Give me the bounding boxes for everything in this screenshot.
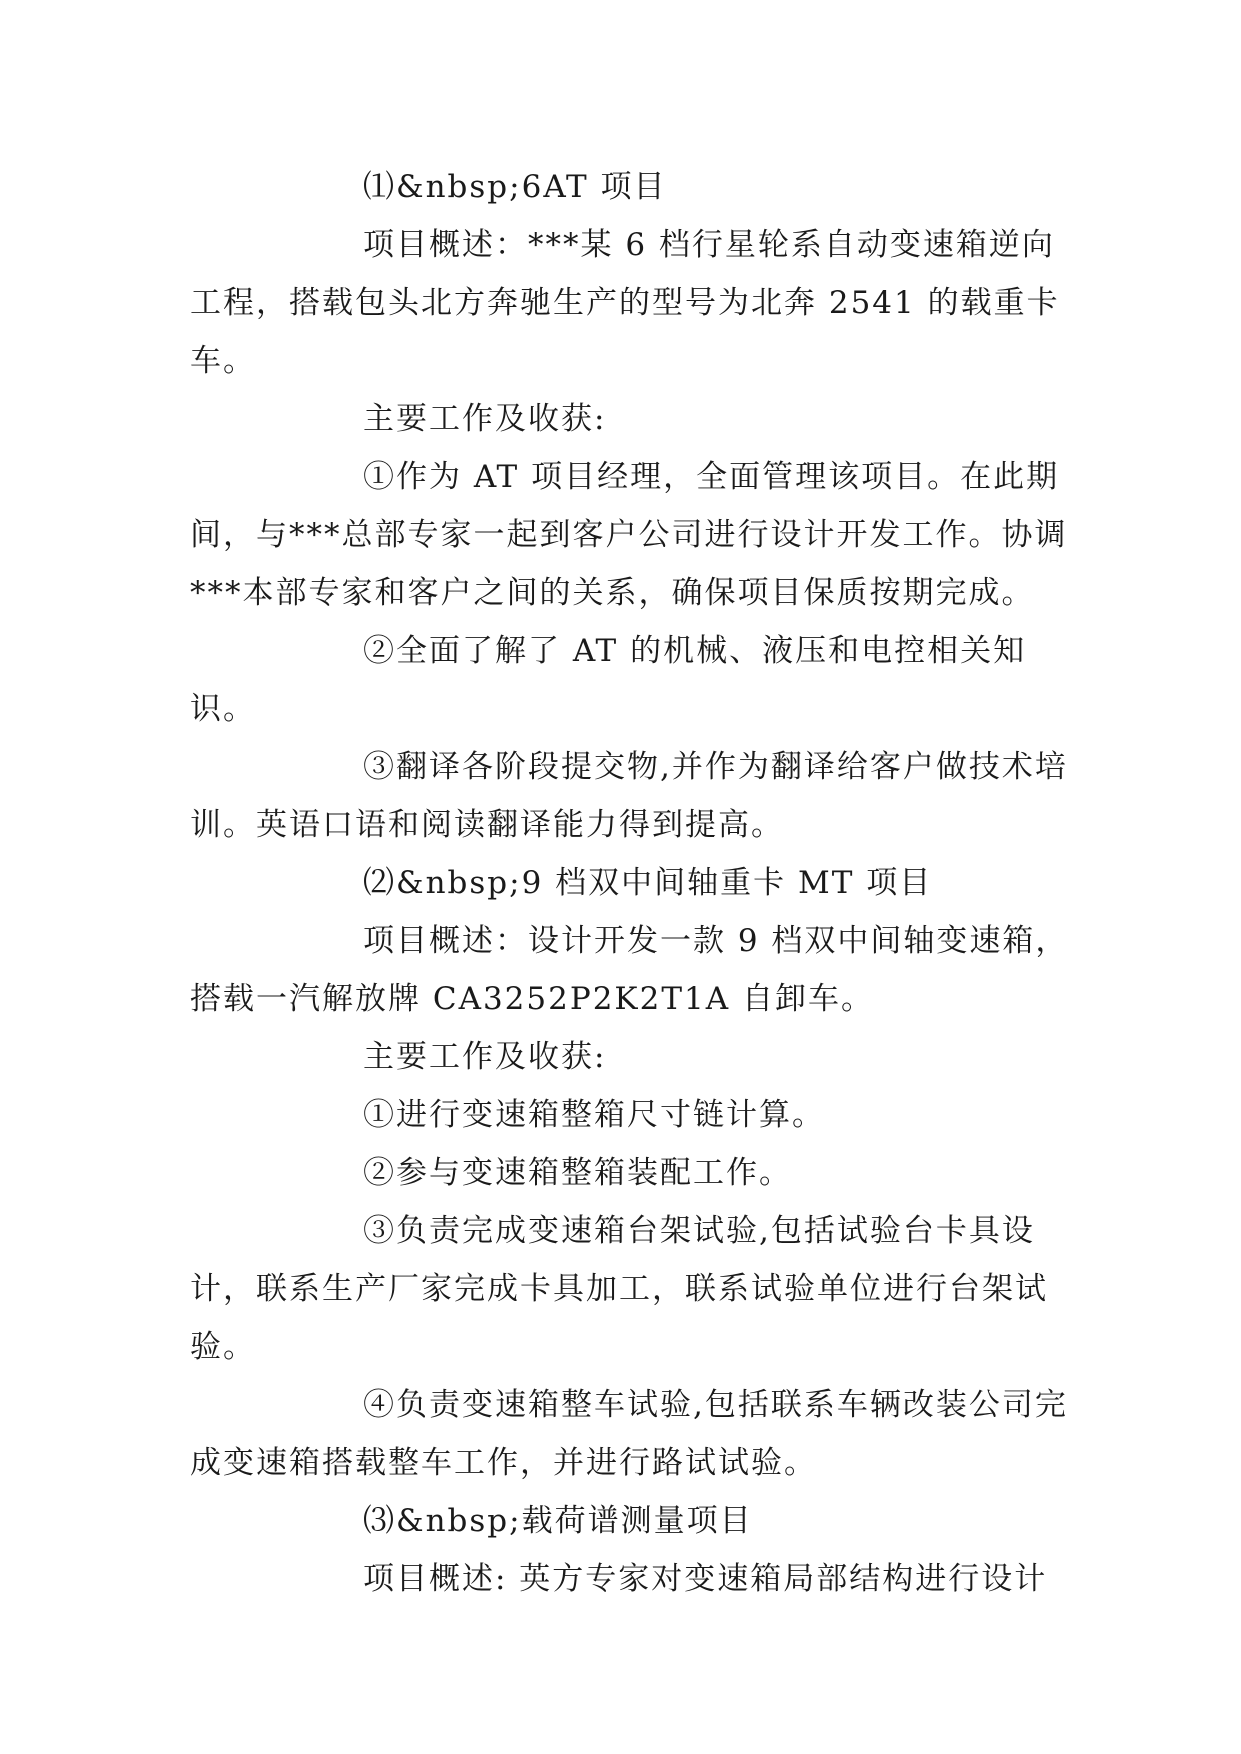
- work-item-paragraph: ③负责完成变速箱台架试验,包括试验台卡具设计，联系生产厂家完成卡具加工，联系试验单位进行台架试验。: [190, 1213, 1048, 1365]
- project-overview-paragraph: 项目概述: 英方专家对变速箱局部结构进行设计: [363, 1561, 1048, 1597]
- main-work-heading: 主要工作及收获:: [363, 401, 607, 437]
- main-work-heading: 主要工作及收获:: [363, 1039, 607, 1075]
- work-item-paragraph: ①进行变速箱整箱尺寸链计算。: [363, 1097, 825, 1133]
- document-body: [190, 158, 1070, 1608]
- project-overview-paragraph: 项目概述：设计开发一款 9 档双中间轴变速箱，搭载一汽解放牌 CA3252P2K2T1A 自卸车。: [190, 923, 1069, 1017]
- project-heading-load-spectrum: ⑶&nbsp;载荷谱测量项目: [363, 1503, 753, 1539]
- work-item-paragraph: ④负责变速箱整车试验,包括联系车辆改装公司完成变速箱搭载整车工作，并进行路试试验。: [190, 1387, 1068, 1481]
- work-item-paragraph: ①作为 AT 项目经理，全面管理该项目。在此期间，与***总部专家一起到客户公司进行设计开发工作。协调***本部专家和客户之间的关系，确保项目保质按期完成。: [190, 459, 1068, 611]
- project-overview-paragraph: 项目概述：***某 6 档行星轮系自动变速箱逆向工程，搭载包头北方奔驰生产的型号为北奔 2541 的载重卡车。: [190, 227, 1060, 379]
- work-item-paragraph: ②参与变速箱整箱装配工作。: [363, 1155, 792, 1191]
- work-item-paragraph: ③翻译各阶段提交物,并作为翻译给客户做技术培训。英语口语和阅读翻译能力得到提高。: [190, 749, 1068, 843]
- project-heading-6at: ⑴&nbsp;6AT 项目: [363, 169, 667, 205]
- work-item-paragraph: ②全面了解了 AT 的机械、液压和电控相关知识。: [190, 633, 1027, 727]
- project-heading-mt: ⑵&nbsp;9 档双中间轴重卡 MT 项目: [363, 865, 933, 901]
